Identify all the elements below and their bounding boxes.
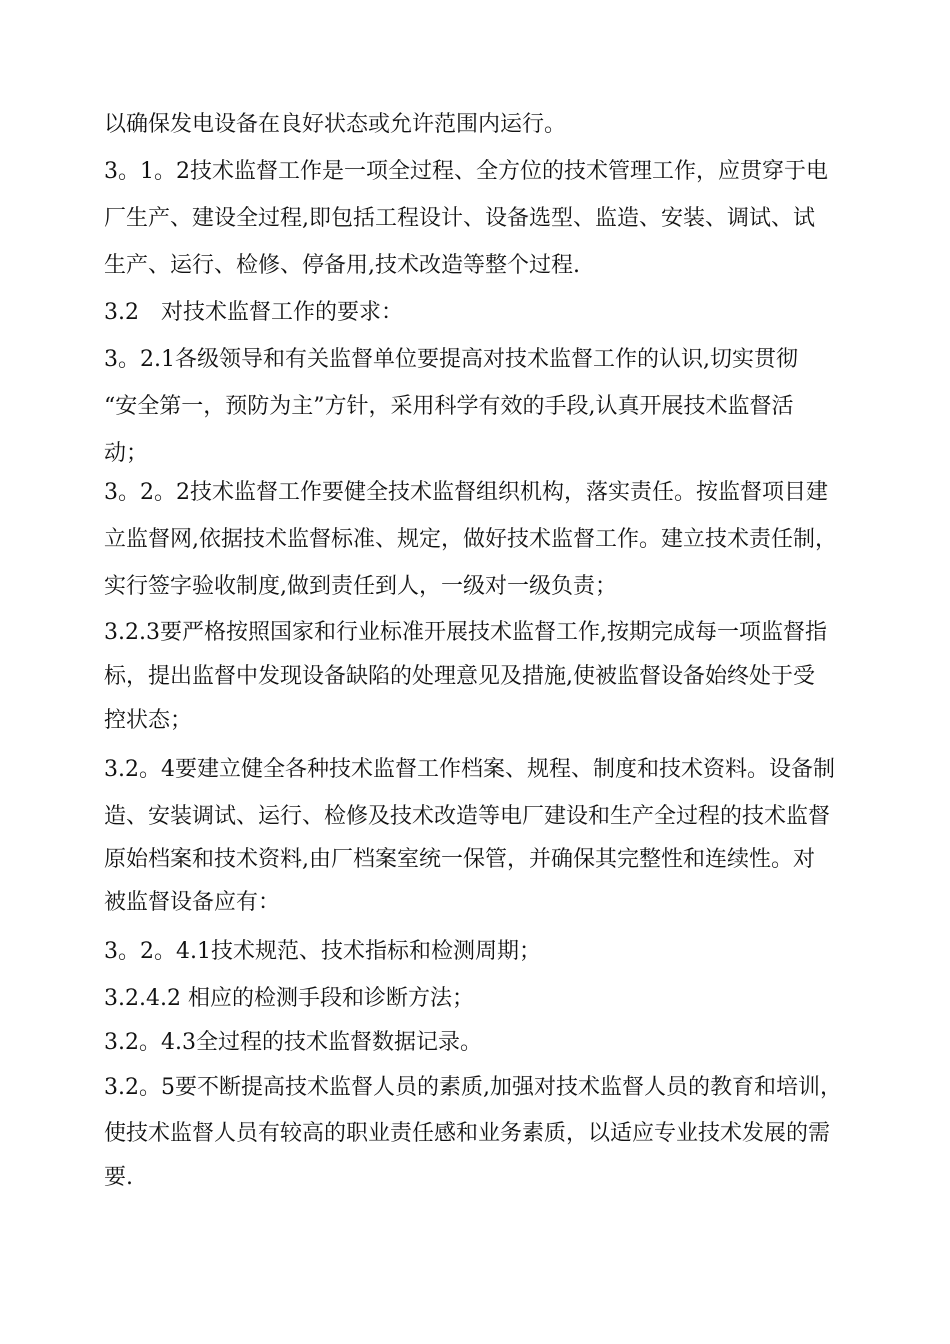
text-line: 动； <box>104 441 149 466</box>
text-line: 厂生产、建设全过程,即包括工程设计、设备选型、监造、安装、调试、试 <box>104 206 815 231</box>
text-line: 3.2。4.3全过程的技术监督数据记录。 <box>104 1030 482 1055</box>
text-line: 使技术监督人员有较高的职业责任感和业务素质，以适应专业技术发展的需 <box>104 1121 831 1146</box>
text-line: 实行签字验收制度,做到责任到人，一级对一级负责； <box>104 574 617 599</box>
text-line: 3。2.1各级领导和有关监督单位要提高对技术监督工作的认识,切实贯彻 <box>104 347 798 372</box>
text-line: 3。2。4.1技术规范、技术指标和检测周期； <box>104 939 541 964</box>
text-line: 造、安装调试、运行、检修及技术改造等电厂建设和生产全过程的技术监督 <box>104 804 831 829</box>
text-line: 立监督网,依据技术监督标准、规定，做好技术监督工作。建立技术责任制， <box>104 527 837 552</box>
text-line: 控状态； <box>104 708 193 733</box>
text-line: 要. <box>104 1165 133 1190</box>
text-line: 3.2。5要不断提高技术监督人员的素质,加强对技术监督人员的教育和培训， <box>104 1075 842 1100</box>
text-line: 3.2。4要建立健全各种技术监督工作档案、规程、制度和技术资料。设备制 <box>104 757 835 782</box>
text-line: 3.2.4.2 相应的检测手段和诊断方法； <box>104 986 474 1011</box>
text-line: “安全第一，预防为主”方针，采用科学有效的手段,认真开展技术监督活 <box>104 394 794 419</box>
text-line: 3。1。2技术监督工作是一项全过程、全方位的技术管理工作，应贯穿于电 <box>104 159 828 184</box>
section-heading: 3.2 对技术监督工作的要求： <box>104 300 403 325</box>
text-line: 被监督设备应有： <box>104 890 281 915</box>
text-line: 以确保发电设备在良好状态或允许范围内运行。 <box>104 112 567 137</box>
text-line: 3.2.3要严格按照国家和行业标准开展技术监督工作,按期完成每一项监督指 <box>104 620 827 645</box>
text-line: 标，提出监督中发现设备缺陷的处理意见及措施,使被监督设备始终处于受 <box>104 664 815 689</box>
text-line: 3。2。2技术监督工作要健全技术监督组织机构，落实责任。按监督项目建 <box>104 480 828 505</box>
text-line: 生产、运行、检修、停备用,技术改造等整个过程. <box>104 253 580 278</box>
text-line: 原始档案和技术资料,由厂档案室统一保管，并确保其完整性和连续性。对 <box>104 847 815 872</box>
